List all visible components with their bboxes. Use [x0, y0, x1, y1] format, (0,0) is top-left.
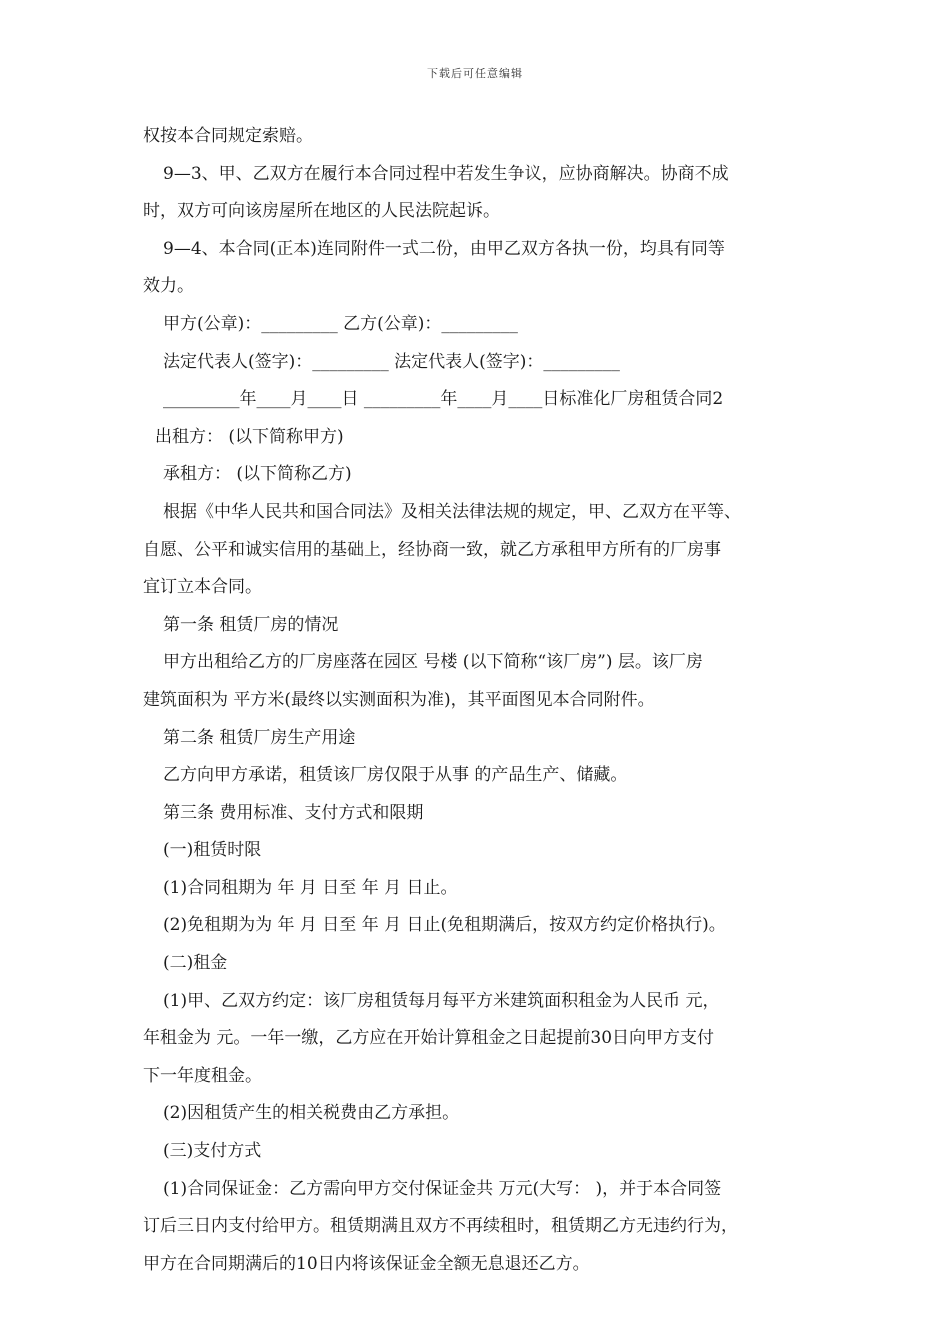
text-line: 宜订立本合同。 — [143, 577, 262, 598]
text-line: 根据《中华人民共和国合同法》及相关法律法规的规定，甲、乙双方在平等、 — [163, 501, 741, 522]
text-line: (一)租赁时限 — [163, 840, 262, 861]
text-line: 甲方在合同期满后的10日内将该保证金全额无息退还乙方。 — [143, 1253, 590, 1274]
text-line: 法定代表人(签字)：_________ 法定代表人(签字)：_________ — [163, 351, 620, 372]
text-line: 建筑面积为 平方米(最终以实测面积为准)，其平面图见本合同附件。 — [143, 689, 655, 710]
text-line: 第三条 费用标准、支付方式和限期 — [163, 802, 424, 823]
text-line: (1)甲、乙双方约定：该厂房租赁每月每平方米建筑面积租金为人民币 元， — [163, 990, 720, 1011]
text-line: 出租方： (以下简称甲方) — [155, 426, 344, 447]
text-line: 9—3、甲、乙双方在履行本合同过程中若发生争议，应协商解决。协商不成 — [163, 163, 729, 184]
text-line: 自愿、公平和诚实信用的基础上，经协商一致，就乙方承租甲方所有的厂房事 — [143, 539, 721, 560]
text-line: (2)因租赁产生的相关税费由乙方承担。 — [163, 1103, 460, 1124]
text-line: 9—4、本合同(正本)连同附件一式二份，由甲乙双方各执一份，均具有同等 — [163, 238, 725, 259]
text-line: 甲方出租给乙方的厂房座落在园区 号楼 (以下简称“该厂房”) 层。该厂房 — [163, 652, 703, 673]
text-line: (三)支付方式 — [163, 1141, 262, 1162]
text-line: 效力。 — [143, 276, 194, 297]
text-line: (二)租金 — [163, 953, 228, 974]
text-line: 下一年度租金。 — [143, 1065, 262, 1086]
text-line: 订后三日内支付给甲方。租赁期满且双方不再续租时，租赁期乙方无违约行为， — [143, 1216, 738, 1237]
text-line: 年租金为 元。一年一缴，乙方应在开始计算租金之日起提前30日向甲方支付 — [143, 1028, 715, 1049]
text-line: (2)免租期为为 年 月 日至 年 月 日止(免租期满后，按双方约定价格执行)。 — [163, 915, 726, 936]
text-line: 乙方向甲方承诺，租赁该厂房仅限于从事 的产品生产、储藏。 — [163, 765, 628, 786]
text-line: 时，双方可向该房屋所在地区的人民法院起诉。 — [143, 201, 500, 222]
text-line: (1)合同租期为 年 月 日至 年 月 日止。 — [163, 877, 458, 898]
text-line: 权按本合同规定索赔。 — [143, 126, 313, 146]
text-line: 第二条 租赁厂房生产用途 — [163, 727, 356, 748]
page-header: 下载后可任意编辑 — [427, 67, 523, 80]
text-line: _________年____月____日 _________年____月____日标准化厂房租赁合同2 — [163, 389, 724, 410]
text-line: 第一条 租赁厂房的情况 — [163, 614, 339, 635]
text-line: (1)合同保证金：乙方需向甲方交付保证金共 万元(大写： )，并于本合同签 — [163, 1178, 722, 1199]
text-line: 甲方(公章)：_________ 乙方(公章)：_________ — [163, 313, 518, 334]
document-body — [143, 118, 813, 1283]
text-line: 承租方： (以下简称乙方) — [163, 464, 352, 485]
